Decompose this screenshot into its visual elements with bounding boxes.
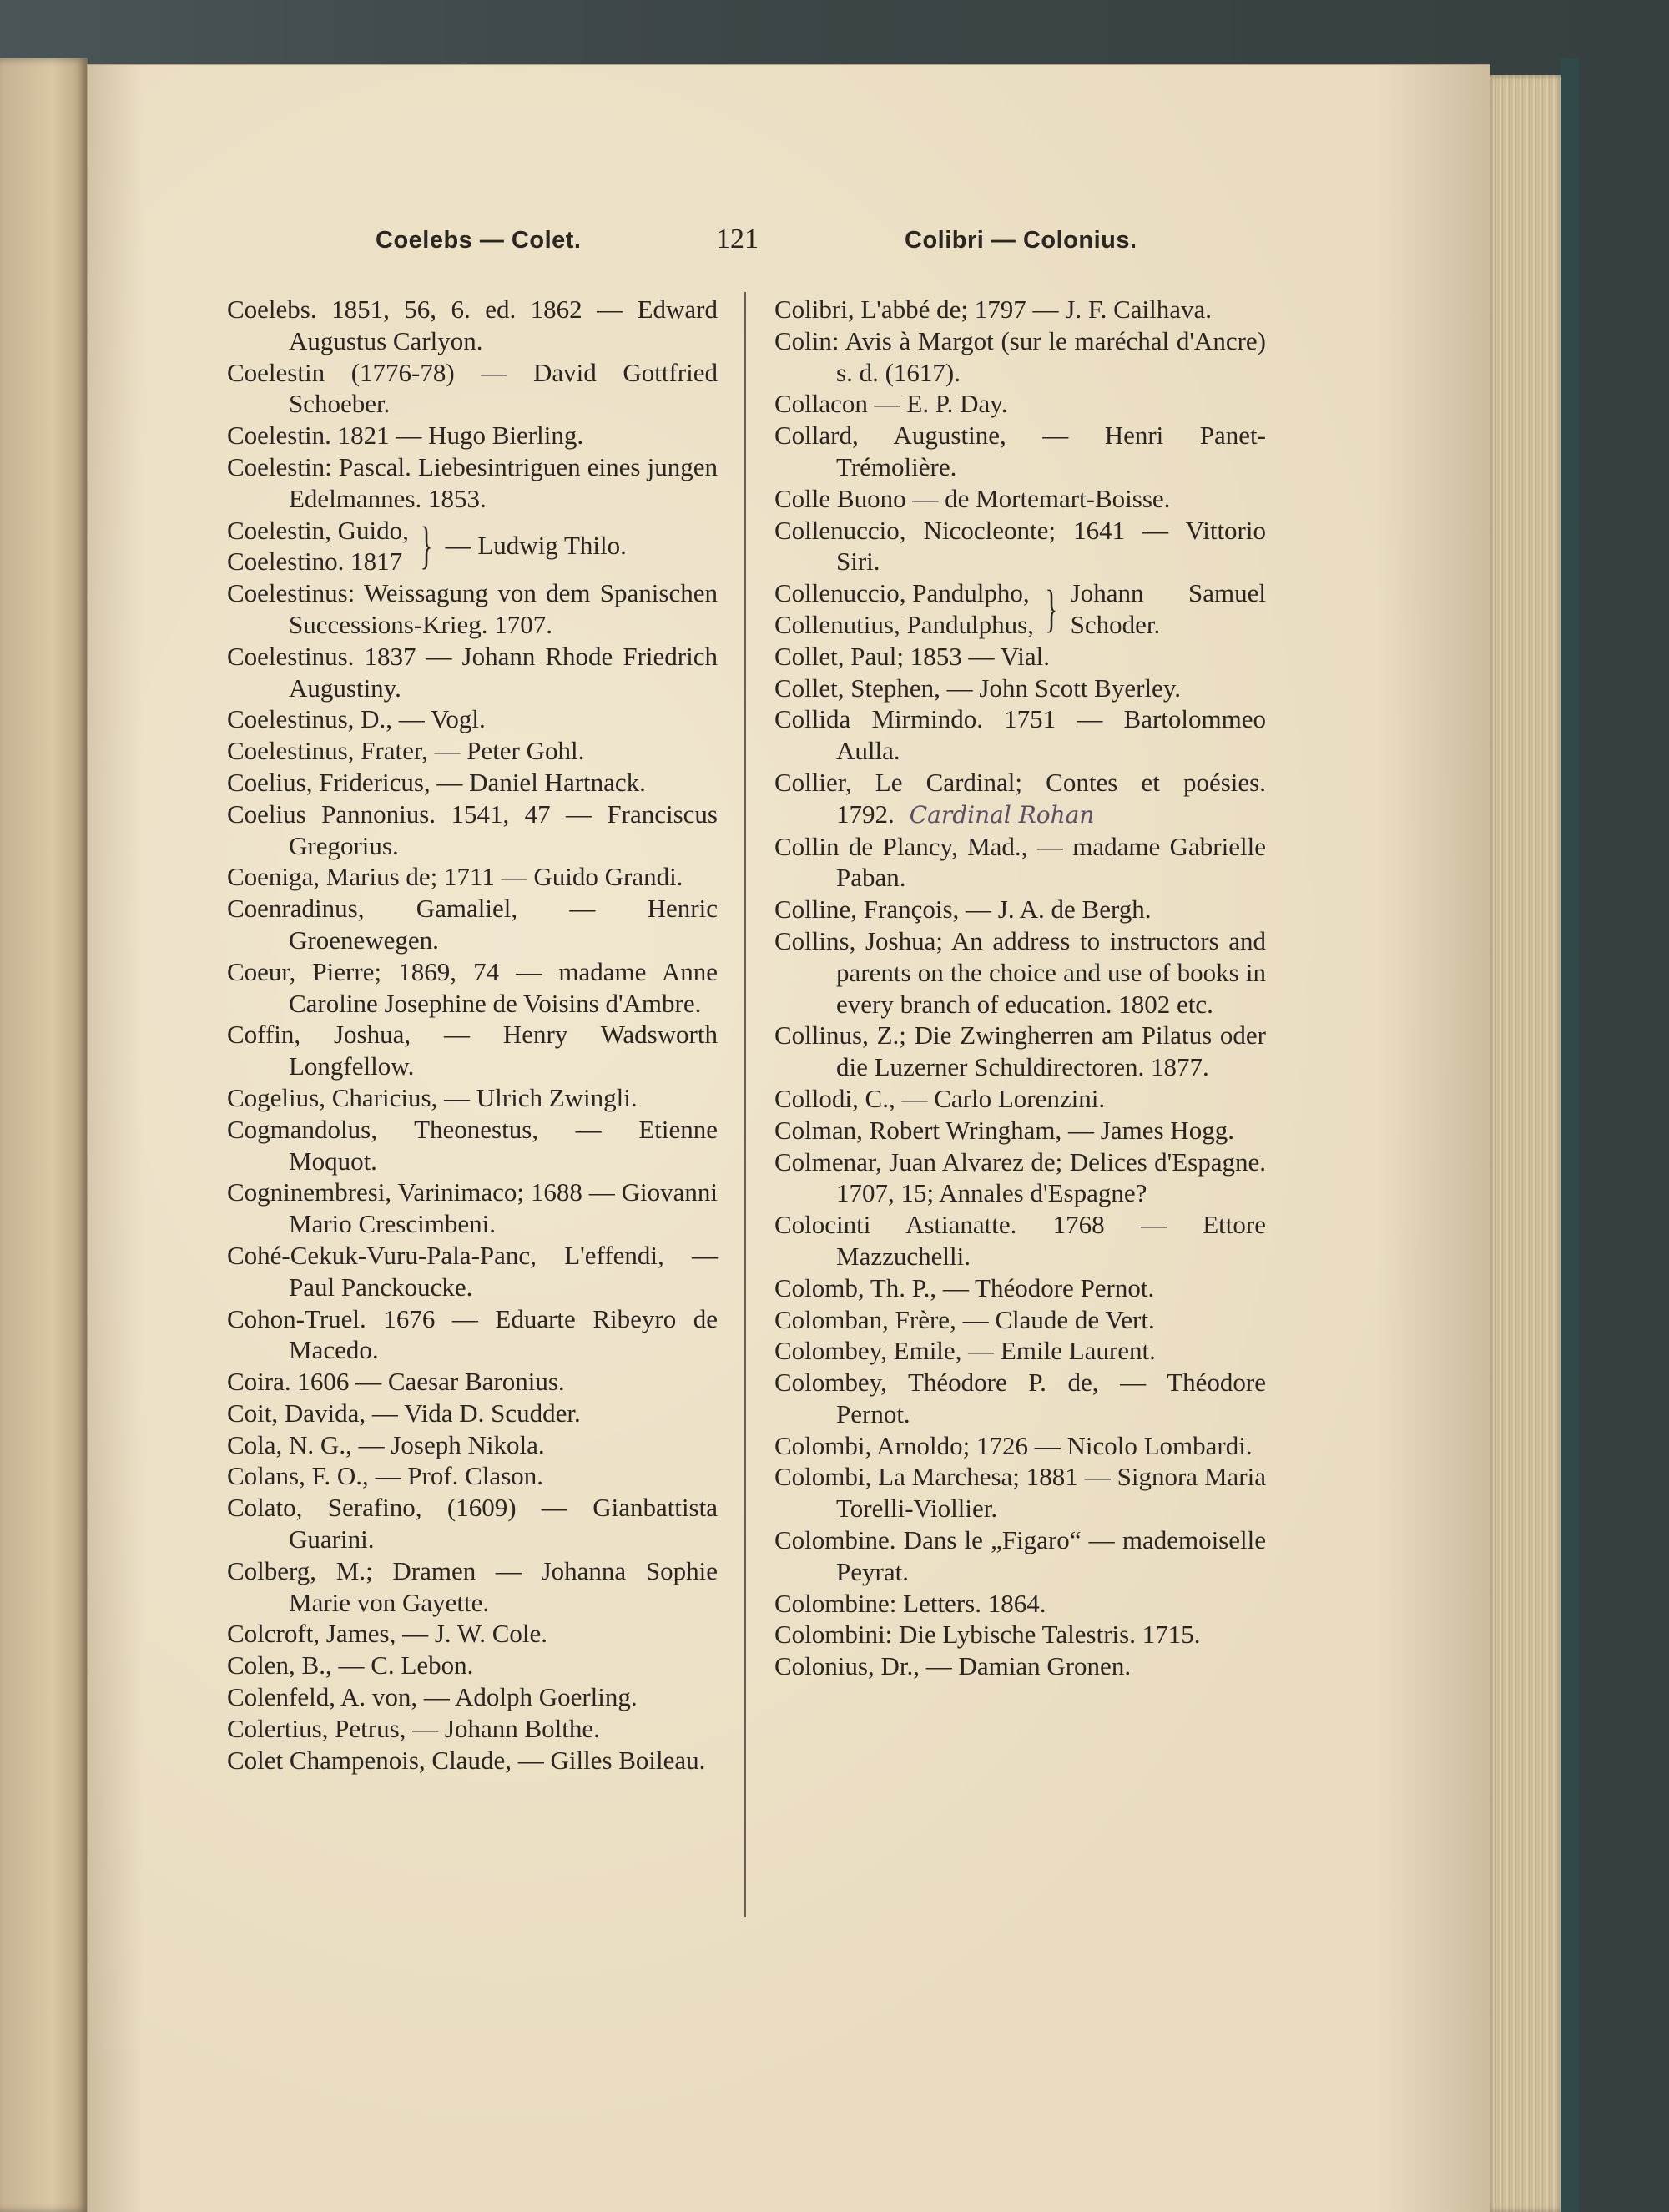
entry: Colline, François, — J. A. de Bergh. — [774, 894, 1152, 925]
left-column — [227, 294, 718, 1776]
entry: Colombi, Arnoldo; 1726 — Nicolo Lombardi. — [774, 1430, 1253, 1460]
entry: Colberg, M.; Dramen — Johanna Sophie Marie von Gayette. — [227, 1555, 718, 1617]
entry: Colocinti Astianatte. 1768 — Ettore Mazzuchelli. — [774, 1210, 1266, 1271]
entry: Collacon — E. P. Day. — [774, 389, 1008, 419]
entry: Collinus, Z.; Die Zwingherren am Pilatus oder die Luzerner Schuldirectoren. 1877. — [774, 1020, 1266, 1082]
entry: Colin: Avis à Margot (sur le maréchal d'Ancre) s. d. (1617). — [774, 325, 1266, 387]
handwritten-note: Cardinal Rohan — [909, 800, 1095, 829]
entry: Coelius, Fridericus, — Daniel Hartnack. — [227, 767, 646, 797]
entry: Cogmandolus, Theonestus, — Etienne Moquot. — [227, 1114, 718, 1176]
entry: Colomban, Frère, — Claude de Vert. — [774, 1304, 1155, 1334]
entry: Coffin, Joshua, — Henry Wadsworth Longfellow. — [227, 1020, 718, 1081]
entry: Colombi, La Marchesa; 1881 — Signora Maria Torelli-Viollier. — [774, 1462, 1266, 1524]
entry: Coira. 1606 — Caesar Baronius. — [227, 1367, 565, 1397]
entry: Colombey, Emile, — Emile Laurent. — [774, 1336, 1156, 1366]
brace-entry — [227, 515, 718, 578]
page-fore-edge — [1490, 75, 1561, 2212]
entry-text: Collier, Le Cardinal; Contes et poésies. 1792. — [774, 767, 1266, 829]
entry: Coit, Davida, — Vida D. Scudder. — [227, 1398, 581, 1428]
entry: Coelestinus, Frater, — Peter Gohl. — [227, 736, 585, 766]
right-column — [774, 294, 1266, 1682]
entry: Cohé-Cekuk-Vuru-Pala-Panc, L'effendi, — Paul Panckoucke. — [227, 1240, 718, 1302]
entry: Coelestin: Pascal. Liebesintriguen eines jungen Edelmannes. 1853. — [227, 451, 718, 513]
entry: Colato, Serafino, (1609) — Gianbattista Guarini. — [227, 1493, 718, 1554]
entry: Colmenar, Juan Alvarez de; Delices d'Espagne. 1707, 15; Annales d'Espagne? — [774, 1146, 1266, 1208]
entry: Colman, Robert Wringham, — James Hogg. — [774, 1115, 1234, 1145]
entry: Collin de Plancy, Mad., — madame Gabrielle Paban. — [774, 831, 1266, 893]
entry: Coelius Pannonius. 1541, 47 — Franciscus Gregorius. — [227, 799, 718, 860]
entry: Collet, Paul; 1853 — Vial. — [774, 641, 1050, 671]
entry: Collet, Stephen, — John Scott Byerley. — [774, 673, 1182, 703]
brace-name: Coelestin, Guido, — [227, 515, 409, 545]
entry: Coelestinus. 1837 — Johann Rhode Friedrich Augustiny. — [227, 641, 718, 703]
brace-name: Collenutius, Pandulphus, — [774, 609, 1034, 639]
column-divider — [744, 292, 746, 1917]
entry: Colertius, Petrus, — Johann Bolthe. — [227, 1713, 600, 1743]
book-cover-edge — [1561, 58, 1579, 2212]
entry: Collins, Joshua; An address to instructors and parents on the choice and use of books in every branch of education. 1802 etc. — [774, 925, 1266, 1019]
entry: Colombine: Letters. 1864. — [774, 1588, 1046, 1618]
entry: Cogelius, Charicius, — Ulrich Zwingli. — [227, 1082, 638, 1112]
entry: Collard, Augustine, — Henri Panet-Trémolière. — [774, 421, 1266, 481]
entry: Coelebs. 1851, 56, 6. ed. 1862 — Edward Augustus Carlyon. — [227, 295, 718, 355]
entry-with-note — [774, 767, 1266, 831]
entry: Colans, F. O., — Prof. Clason. — [227, 1461, 544, 1491]
entry: Cogninembresi, Varinimaco; 1688 — Giovanni Mario Crescimbeni. — [227, 1177, 718, 1239]
entry: Colombey, Théodore P. de, — Théodore Pernot. — [774, 1368, 1266, 1428]
brace-name: Collenuccio, Pandulpho, — [774, 578, 1030, 608]
entry: Colomb, Th. P., — Théodore Pernot. — [774, 1272, 1155, 1303]
entry: Colcroft, James, — J. W. Cole. — [227, 1619, 548, 1649]
entry: Colombine. Dans le „Figaro“ — mademoiselle Peyrat. — [774, 1525, 1266, 1586]
entry: Coeur, Pierre; 1869, 74 — madame Anne Caroline Josephine de Voisins d'Ambre. — [227, 956, 718, 1018]
entry: Collida Mirmindo. 1751 — Bartolommeo Aulla. — [774, 704, 1266, 766]
entry: Cola, N. G., — Joseph Nikola. — [227, 1429, 545, 1459]
left-page-edge — [0, 58, 88, 2212]
entry: Colenfeld, A. von, — Adolph Goerling. — [227, 1682, 638, 1712]
entry: Coelestinus, D., — Vogl. — [227, 704, 486, 734]
running-head-right: Colibri — Colonius. — [905, 227, 1137, 254]
brace-name: Coelestino. 1817 — [227, 547, 403, 577]
entry: Colibri, L'abbé de; 1797 — J. F. Cailhava. — [774, 295, 1213, 324]
entry: Colet Champenois, Claude, — Gilles Boileau. — [227, 1745, 706, 1775]
entry: Coelestin (1776-78) — David Gottfried Schoeber. — [227, 357, 718, 419]
entry: Colombini: Die Lybische Talestris. 1715. — [774, 1620, 1201, 1650]
entry: Colonius, Dr., — Damian Gronen. — [774, 1651, 1132, 1681]
brace-attribution: — Ludwig Thilo. — [445, 531, 627, 561]
entry: Colle Buono — de Mortemart-Boisse. — [774, 483, 1171, 513]
brace-attribution: Johann Samuel Schoder. — [1070, 578, 1266, 639]
entry: Coelestin. 1821 — Hugo Bierling. — [227, 421, 584, 451]
page-number: 121 — [716, 224, 759, 254]
entry: Cohon-Truel. 1676 — Eduarte Ribeyro de Macedo. — [227, 1303, 718, 1365]
brace-icon: } — [420, 517, 433, 575]
brace-icon: } — [1045, 580, 1058, 637]
running-head-left: Coelebs — Colet. — [376, 227, 582, 254]
brace-entry — [774, 577, 1266, 641]
entry: Collodi, C., — Carlo Lorenzini. — [774, 1083, 1106, 1113]
entry: Coenradinus, Gamaliel, — Henric Groenewegen. — [227, 894, 718, 955]
entry: Coeniga, Marius de; 1711 — Guido Grandi. — [227, 862, 683, 892]
entry: Coelestinus: Weissagung von dem Spanischen Successions-Krieg. 1707. — [227, 578, 718, 639]
entry: Collenuccio, Nicocleonte; 1641 — Vittorio Siri. — [774, 515, 1266, 577]
entry: Colen, B., — C. Lebon. — [227, 1650, 474, 1680]
